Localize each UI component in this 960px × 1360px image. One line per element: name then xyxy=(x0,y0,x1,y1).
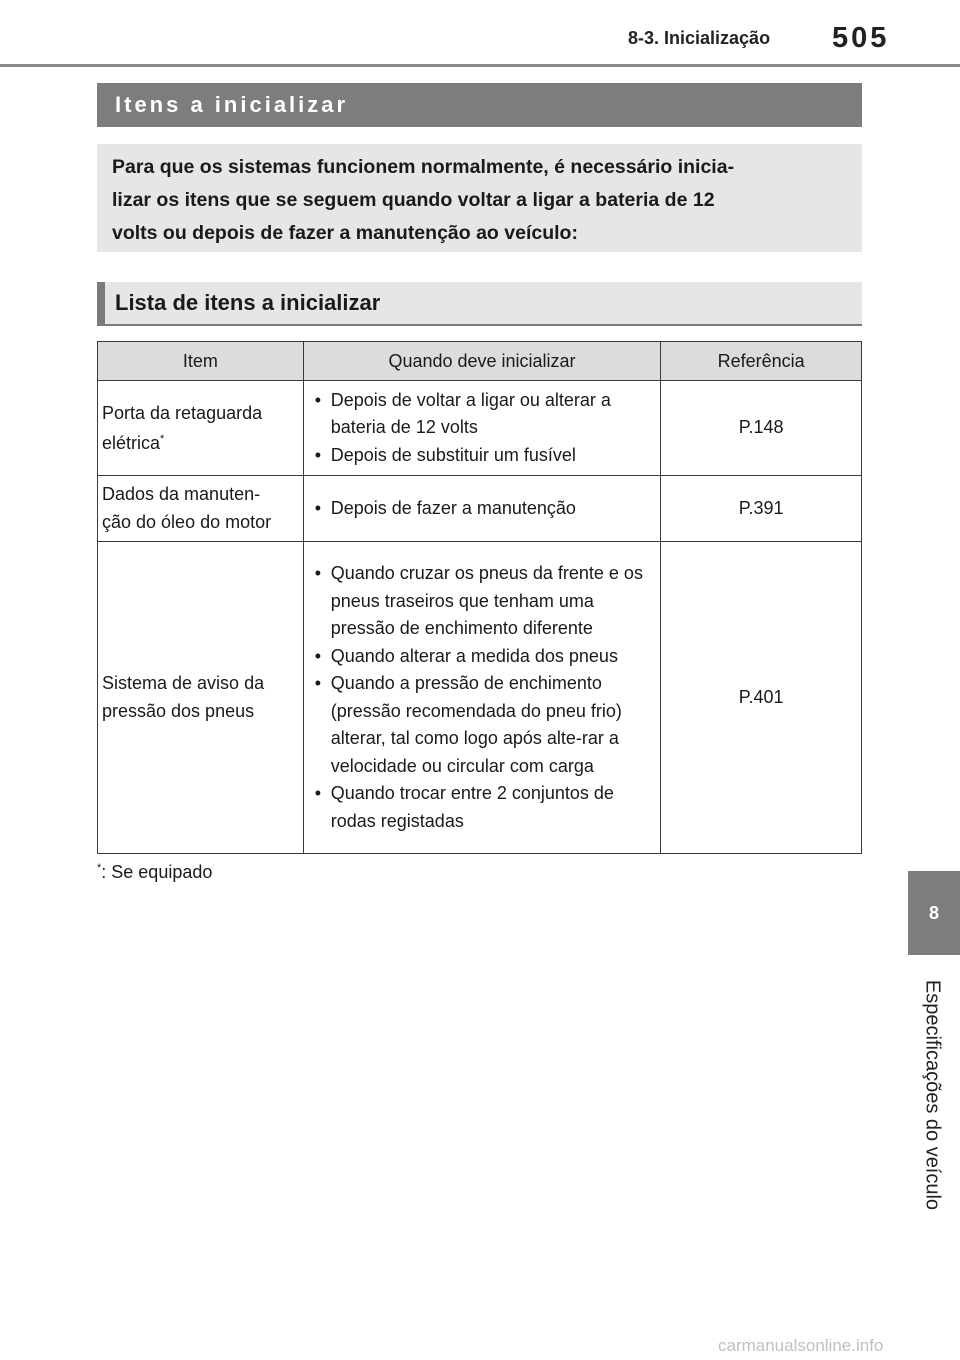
watermark: carmanualsonline.info xyxy=(718,1336,884,1355)
when-list xyxy=(305,387,660,470)
intro-line: lizar os itens que se seguem quando voltar a ligar a bateria de 12 xyxy=(112,189,715,211)
chapter-tab xyxy=(908,871,960,955)
items-table xyxy=(97,341,862,854)
list-item: • Quando trocar entre 2 conjuntos de rodas registadas xyxy=(305,780,660,835)
table-row xyxy=(98,542,862,854)
title-bar xyxy=(97,83,862,127)
footnote-text: : Se equipado xyxy=(101,862,213,882)
reference-cell: P.391 xyxy=(661,476,862,542)
subheading-text: Lista de itens a inicializar xyxy=(115,290,381,315)
table-row xyxy=(98,476,862,542)
intro-line: volts ou depois de fazer a manutenção ao veículo: xyxy=(112,222,578,244)
list-item: • Quando alterar a medida dos pneus xyxy=(305,643,660,671)
footnote xyxy=(97,862,212,883)
item-cell xyxy=(98,542,304,854)
when-cell xyxy=(303,476,661,542)
when-list xyxy=(305,560,660,835)
item-line: elétrica xyxy=(102,433,161,454)
table-header-row xyxy=(98,342,862,381)
list-item: • Quando cruzar os pneus da frente e os pneus traseiros que tenham uma pressão de enchimento diferente xyxy=(305,560,660,643)
list-item: • Depois de fazer a manutenção xyxy=(305,495,660,523)
list-item: • Depois de substituir um fusível xyxy=(305,442,660,470)
list-item: • Quando a pressão de enchimento (pressão recomendada do pneu frio) alterar, tal como logo após alte-rar a velocidade ou circular com carga xyxy=(305,670,660,780)
intro-line: Para que os sistemas funcionem normalmente, é necessário inicia- xyxy=(112,156,735,178)
item-cell xyxy=(98,381,304,476)
item-line: Dados da manuten- xyxy=(102,484,261,504)
item-line: Porta da retaguarda xyxy=(102,402,263,423)
column-header-item: Item xyxy=(98,342,304,381)
list-item: • Depois de voltar a ligar ou alterar a bateria de 12 volts xyxy=(305,387,660,442)
footnote-asterisk: * xyxy=(97,862,102,874)
item-line-with-mark xyxy=(102,427,299,460)
page-number: 505 xyxy=(832,22,890,54)
footnote-asterisk: * xyxy=(160,433,165,446)
column-header-when: Quando deve inicializar xyxy=(303,342,661,381)
item-line: Sistema de aviso da xyxy=(102,673,265,693)
chapter-label: Especificações do veículo xyxy=(921,979,944,1211)
item-line: pressão dos pneus xyxy=(102,700,255,721)
intro-box xyxy=(97,144,862,252)
reference-cell: P.401 xyxy=(661,542,862,854)
when-cell xyxy=(303,381,661,476)
when-cell xyxy=(303,542,661,854)
section-title: 8-3. Inicialização xyxy=(628,28,771,48)
header-divider xyxy=(0,64,960,67)
table-row xyxy=(98,381,862,476)
item-cell xyxy=(98,476,304,542)
when-list xyxy=(305,495,660,523)
reference-cell: P.148 xyxy=(661,381,862,476)
section-subheading xyxy=(97,282,862,326)
page-heading: Itens a inicializar xyxy=(115,92,349,117)
column-header-reference: Referência xyxy=(661,342,862,381)
chapter-number: 8 xyxy=(928,902,939,923)
item-line: ção do óleo do motor xyxy=(102,511,272,532)
